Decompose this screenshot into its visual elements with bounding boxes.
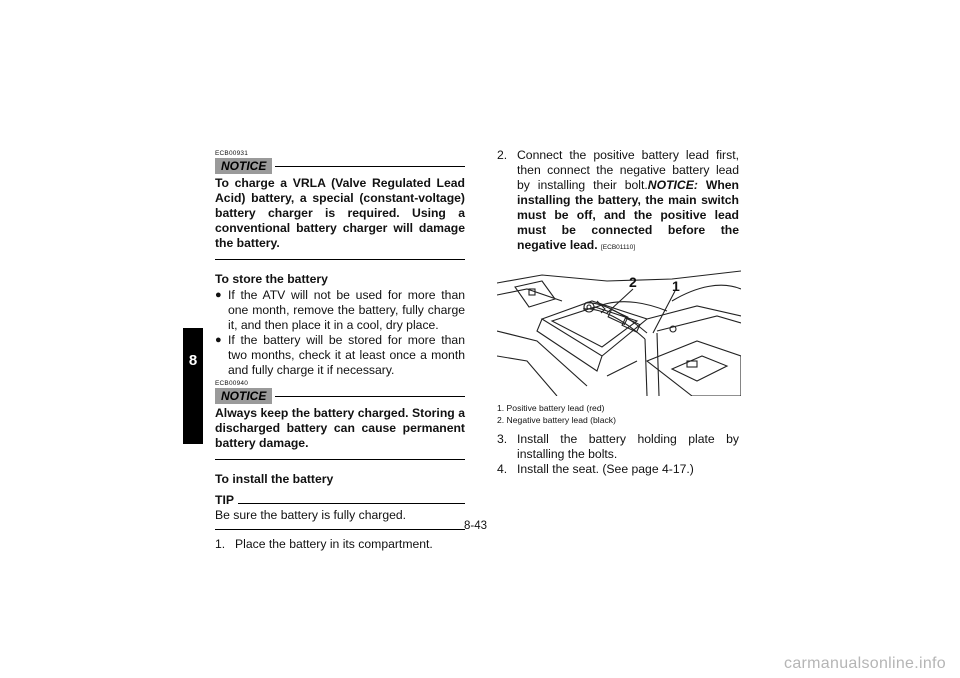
page-number: 8-43	[464, 520, 488, 532]
tip-header	[215, 493, 465, 508]
figure-captions	[497, 402, 739, 426]
step-number: 4.	[497, 462, 508, 476]
inline-notice-text: When installing the battery, the main switch must be off, and the positive lead must be connected before the negative lead.	[517, 178, 739, 252]
bullet-icon: ●	[215, 334, 222, 346]
tip-end-rule	[215, 529, 465, 530]
notice-end-rule	[215, 459, 465, 460]
caption-item: 2. Negative battery lead (black)	[497, 415, 616, 425]
notice-text: Always keep the battery charged. Storing a discharged battery can cause permanent battery damage.	[215, 406, 465, 450]
step-text: Install the battery holding plate by installing the bolts.	[517, 432, 739, 461]
list-item	[215, 288, 465, 333]
bullet-text: If the battery will be stored for more than two months, check it at least once a month and fully charge it if necessary.	[228, 333, 465, 377]
bullet-text: If the ATV will not be used for more than one month, remove the battery, fully charge it, and then place it in a cool, dry place.	[228, 288, 465, 332]
notice-header	[215, 158, 465, 174]
inline-notice-label: NOTICE:	[647, 178, 698, 192]
tip-rule	[238, 503, 465, 504]
notice-code: ECB00931	[215, 150, 249, 157]
battery-figure	[497, 261, 741, 396]
figure-label-1: 1	[672, 278, 680, 294]
caption-item: 1. Positive battery lead (red)	[497, 403, 605, 413]
tip-label: TIP	[215, 493, 234, 507]
tip-text: Be sure the battery is fully charged.	[215, 508, 407, 522]
bullet-icon: ●	[215, 289, 222, 301]
notice-badge: NOTICE	[215, 388, 272, 404]
notice-code: ECB00940	[215, 380, 249, 387]
install-heading: To install the battery	[215, 472, 334, 486]
battery-illustration	[497, 261, 741, 396]
step-item	[215, 537, 465, 552]
step-item	[497, 462, 739, 477]
notice-badge: NOTICE	[215, 158, 272, 174]
store-heading: To store the battery	[215, 272, 328, 286]
step-item	[497, 148, 739, 255]
step-number: 2.	[497, 148, 508, 162]
step-number: 3.	[497, 432, 508, 446]
notice-rule	[275, 166, 465, 167]
figure-label-2: 2	[629, 274, 637, 290]
step-body: Connect the positive battery lead first, then connect the negative battery lead by installing their bolt.	[517, 148, 739, 192]
step-text: Place the battery in its compartment.	[235, 537, 433, 551]
step-item	[497, 432, 739, 462]
chapter-tab	[183, 328, 203, 444]
step-text: Install the seat. (See page 4-17.)	[517, 462, 694, 476]
step-number: 1.	[215, 537, 226, 551]
notice-end-rule	[215, 259, 465, 260]
right-column	[497, 148, 739, 477]
list-item	[215, 333, 465, 378]
notice-header	[215, 388, 465, 404]
notice-rule	[275, 396, 465, 397]
inline-notice-code: [ECB01110]	[601, 244, 636, 251]
watermark: carmanualsonline.info	[784, 655, 946, 672]
left-column	[215, 150, 465, 552]
chapter-number: 8	[188, 352, 198, 369]
step-text	[517, 148, 739, 255]
notice-text: To charge a VRLA (Valve Regulated Lead Acid) battery, a special (constant-voltage) battery charger is required. Using a conventional battery charger will damage the battery.	[215, 176, 465, 250]
